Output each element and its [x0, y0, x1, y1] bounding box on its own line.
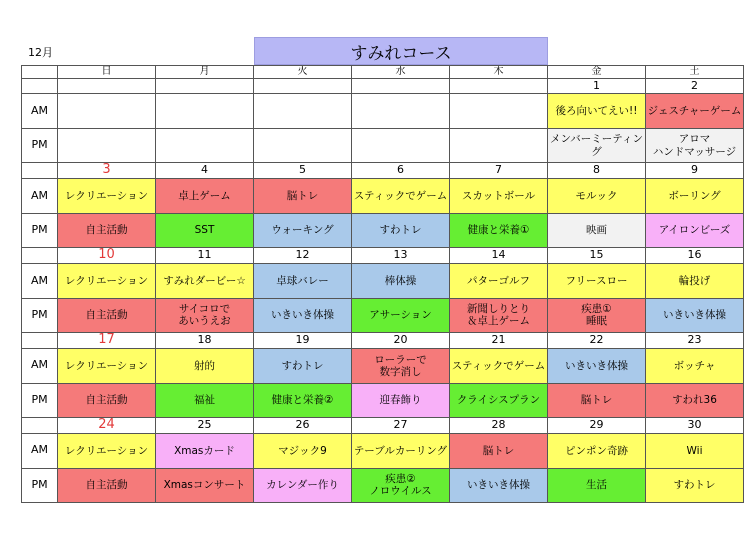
- activity-label: 生活: [586, 479, 607, 492]
- activity-cell: [254, 468, 352, 502]
- date-number: 28: [450, 417, 548, 433]
- month-label: 12月: [28, 46, 53, 59]
- activity-cell: [548, 94, 646, 129]
- activity-label: 射的: [194, 359, 215, 372]
- activity-cell: [58, 383, 156, 417]
- activity-cell: [646, 433, 744, 468]
- activity-label: クライシスプラン: [456, 394, 541, 407]
- activity-cell: [58, 348, 156, 383]
- activity-cell: [548, 348, 646, 383]
- date-number: 7: [450, 163, 548, 179]
- date-number: 23: [646, 332, 744, 348]
- activity-cell: [254, 178, 352, 213]
- activity-label: 自主活動: [85, 394, 128, 407]
- activity-cell: [450, 178, 548, 213]
- date-number: 12: [254, 247, 352, 263]
- activity-cell: [352, 383, 450, 417]
- date-row: [22, 417, 744, 433]
- slot-row-am: [22, 263, 744, 298]
- activity-cell: [58, 468, 156, 502]
- slot-row-am: [22, 433, 744, 468]
- activity-cell: [646, 129, 744, 163]
- activity-cell: [156, 94, 254, 129]
- weekday-header: 土: [646, 66, 744, 79]
- activity-label: 輪投げ: [678, 274, 711, 287]
- activity-label: 新聞しりとり ＆卓上ゲーム: [467, 303, 530, 328]
- activity-label: ボーリング: [668, 189, 721, 202]
- date-row-spacer: [22, 79, 58, 94]
- activity-cell: [646, 348, 744, 383]
- activity-label: レクリエーション: [64, 189, 149, 202]
- date-number: [254, 79, 352, 94]
- weekday-header: 月: [156, 66, 254, 79]
- activity-cell: [156, 468, 254, 502]
- activity-cell: [156, 129, 254, 163]
- corner-cell: [22, 66, 58, 79]
- activity-cell: [254, 129, 352, 163]
- schedule-calendar: [21, 65, 744, 503]
- slot-row-am: [22, 178, 744, 213]
- activity-cell: [58, 94, 156, 129]
- activity-cell: [254, 263, 352, 298]
- activity-label: 脳トレ: [580, 394, 613, 407]
- activity-cell: [352, 213, 450, 247]
- activity-cell: [352, 433, 450, 468]
- slot-label-am: AM: [22, 263, 58, 298]
- activity-label: すわトレ: [673, 479, 716, 492]
- activity-label: 自主活動: [85, 309, 128, 322]
- activity-label: いきいき体操: [271, 309, 334, 322]
- activity-label: 後ろ向いてえい!!: [555, 104, 638, 117]
- activity-cell: [646, 298, 744, 332]
- activity-label: ウォーキング: [271, 224, 334, 237]
- activity-cell: [58, 213, 156, 247]
- activity-label: テーブルカーリング: [353, 444, 448, 457]
- date-number: 11: [156, 247, 254, 263]
- activity-label: ジェスチャーゲーム: [647, 104, 742, 117]
- activity-cell: [254, 298, 352, 332]
- activity-label: パターゴルフ: [467, 274, 530, 287]
- activity-cell: [450, 213, 548, 247]
- slot-row-pm: [22, 129, 744, 163]
- date-number: 24: [58, 417, 156, 433]
- activity-label: いきいき体操: [565, 359, 628, 372]
- activity-cell: [254, 213, 352, 247]
- date-number: 5: [254, 163, 352, 179]
- date-row: [22, 247, 744, 263]
- activity-label: 福祉: [194, 394, 215, 407]
- date-row-spacer: [22, 417, 58, 433]
- activity-label: スティックでゲーム: [353, 189, 448, 202]
- activity-label: ボッチャ: [673, 359, 716, 372]
- activity-label: メンバーミーティング: [550, 133, 643, 158]
- activity-cell: [450, 263, 548, 298]
- date-number: 2: [646, 79, 744, 94]
- activity-cell: [58, 298, 156, 332]
- activity-cell: [450, 383, 548, 417]
- date-number: 10: [58, 247, 156, 263]
- weekday-header: 日: [58, 66, 156, 79]
- activity-cell: [548, 298, 646, 332]
- activity-cell: [352, 348, 450, 383]
- activity-cell: [646, 213, 744, 247]
- activity-label: モルック: [575, 189, 618, 202]
- date-number: 29: [548, 417, 646, 433]
- activity-label: 映画: [586, 224, 607, 237]
- activity-cell: [58, 263, 156, 298]
- activity-label: アロマ ハンドマッサージ: [652, 133, 737, 158]
- activity-label: いきいき体操: [467, 479, 530, 492]
- date-number: 17: [58, 332, 156, 348]
- date-row-spacer: [22, 163, 58, 179]
- activity-label: 健康と栄養①: [467, 224, 530, 237]
- activity-label: すみれダービー☆: [163, 274, 246, 287]
- date-number: 19: [254, 332, 352, 348]
- slot-row-pm: [22, 213, 744, 247]
- activity-cell: [646, 263, 744, 298]
- activity-label: 脳トレ: [482, 444, 515, 457]
- date-row-spacer: [22, 247, 58, 263]
- activity-cell: [646, 94, 744, 129]
- slot-label-am: AM: [22, 433, 58, 468]
- slot-label-pm: PM: [22, 213, 58, 247]
- activity-cell: [58, 433, 156, 468]
- activity-label: 疾患① 睡眠: [581, 303, 612, 328]
- activity-cell: [156, 213, 254, 247]
- activity-cell: [548, 468, 646, 502]
- slot-label-pm: PM: [22, 383, 58, 417]
- date-number: 9: [646, 163, 744, 179]
- activity-cell: [254, 383, 352, 417]
- activity-cell: [254, 433, 352, 468]
- activity-cell: [156, 263, 254, 298]
- activity-cell: [58, 178, 156, 213]
- date-number: [450, 79, 548, 94]
- activity-label: マジック9: [278, 444, 327, 457]
- activity-cell: [156, 348, 254, 383]
- date-number: 30: [646, 417, 744, 433]
- activity-cell: [548, 433, 646, 468]
- activity-label: 自主活動: [85, 224, 128, 237]
- activity-label: レクリエーション: [64, 359, 149, 372]
- activity-label: ローラーで 数字消し: [374, 353, 427, 378]
- activity-label: Xmasコンサート: [163, 479, 246, 492]
- activity-cell: [450, 433, 548, 468]
- activity-cell: [450, 348, 548, 383]
- activity-cell: [646, 383, 744, 417]
- slot-row-pm: [22, 468, 744, 502]
- activity-label: すわトレ: [379, 224, 422, 237]
- date-number: 20: [352, 332, 450, 348]
- activity-cell: [352, 298, 450, 332]
- date-number: 21: [450, 332, 548, 348]
- activity-label: 脳トレ: [286, 189, 319, 202]
- activity-cell: [450, 468, 548, 502]
- date-number: 8: [548, 163, 646, 179]
- weekday-header: 火: [254, 66, 352, 79]
- activity-cell: [352, 178, 450, 213]
- weekday-header: 水: [352, 66, 450, 79]
- activity-cell: [156, 298, 254, 332]
- activity-cell: [646, 468, 744, 502]
- activity-cell: [548, 178, 646, 213]
- activity-cell: [352, 129, 450, 163]
- slot-label-pm: PM: [22, 468, 58, 502]
- weekday-header: 金: [548, 66, 646, 79]
- activity-label: ピンポン奇跡: [565, 444, 628, 457]
- activity-cell: [352, 468, 450, 502]
- slot-label-am: AM: [22, 94, 58, 129]
- activity-cell: [548, 129, 646, 163]
- activity-label: カレンダー作り: [266, 479, 339, 492]
- activity-label: すわトレ: [281, 359, 324, 372]
- activity-cell: [450, 298, 548, 332]
- activity-label: SST: [194, 224, 215, 237]
- activity-label: サイコロで あいうえお: [178, 303, 231, 328]
- date-number: 22: [548, 332, 646, 348]
- activity-cell: [352, 94, 450, 129]
- activity-cell: [646, 178, 744, 213]
- activity-label: 棒体操: [384, 274, 417, 287]
- activity-label: いきいき体操: [663, 309, 726, 322]
- activity-cell: [548, 213, 646, 247]
- date-row-spacer: [22, 332, 58, 348]
- date-row: [22, 332, 744, 348]
- activity-label: スカットボール: [461, 189, 536, 202]
- date-number: [352, 79, 450, 94]
- date-number: [58, 79, 156, 94]
- date-number: 16: [646, 247, 744, 263]
- date-number: 4: [156, 163, 254, 179]
- weekday-header: 木: [450, 66, 548, 79]
- date-number: [156, 79, 254, 94]
- activity-cell: [58, 129, 156, 163]
- date-row: [22, 79, 744, 94]
- activity-label: 自主活動: [85, 479, 128, 492]
- activity-label: レクリエーション: [64, 274, 149, 287]
- activity-cell: [156, 383, 254, 417]
- date-number: 1: [548, 79, 646, 94]
- slot-row-pm: [22, 298, 744, 332]
- date-number: 6: [352, 163, 450, 179]
- slot-row-am: [22, 348, 744, 383]
- date-number: 27: [352, 417, 450, 433]
- date-number: 3: [58, 163, 156, 179]
- activity-label: 健康と栄養②: [271, 394, 334, 407]
- date-number: 26: [254, 417, 352, 433]
- activity-label: 卓球バレー: [276, 274, 329, 287]
- activity-label: 迎春飾り: [379, 394, 422, 407]
- activity-cell: [352, 263, 450, 298]
- date-number: 18: [156, 332, 254, 348]
- activity-label: すわれ36: [672, 394, 717, 407]
- activity-label: アイロンビーズ: [658, 224, 731, 237]
- date-number: 14: [450, 247, 548, 263]
- date-number: 15: [548, 247, 646, 263]
- page-title: すみれコース: [254, 37, 548, 65]
- activity-label: 疾患② ノロウイルス: [369, 473, 432, 498]
- activity-cell: [156, 433, 254, 468]
- slot-label-pm: PM: [22, 129, 58, 163]
- activity-label: アサーション: [369, 309, 432, 322]
- date-row: [22, 163, 744, 179]
- slot-row-am: [22, 94, 744, 129]
- activity-cell: [254, 348, 352, 383]
- slot-row-pm: [22, 383, 744, 417]
- slot-label-pm: PM: [22, 298, 58, 332]
- activity-label: Xmasカード: [174, 444, 235, 457]
- activity-label: Wii: [686, 444, 703, 457]
- date-number: 13: [352, 247, 450, 263]
- activity-cell: [548, 263, 646, 298]
- activity-label: フリースロー: [565, 274, 628, 287]
- activity-cell: [254, 94, 352, 129]
- activity-cell: [450, 129, 548, 163]
- activity-cell: [450, 94, 548, 129]
- activity-label: レクリエーション: [64, 444, 149, 457]
- activity-cell: [548, 383, 646, 417]
- activity-label: 卓上ゲーム: [178, 189, 231, 202]
- weekday-header-row: [22, 66, 744, 79]
- slot-label-am: AM: [22, 178, 58, 213]
- date-number: 25: [156, 417, 254, 433]
- activity-cell: [156, 178, 254, 213]
- slot-label-am: AM: [22, 348, 58, 383]
- activity-label: スティックでゲーム: [451, 359, 546, 372]
